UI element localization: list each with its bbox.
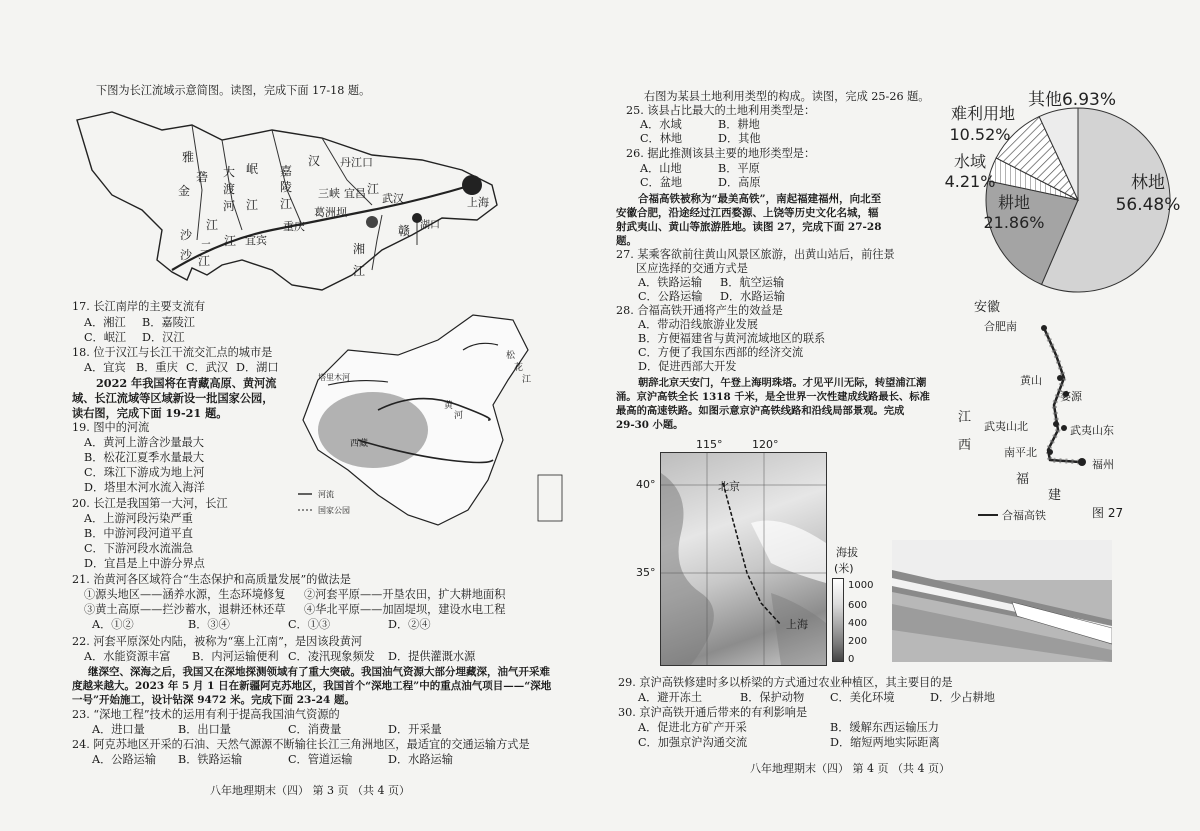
q21-item-3: ③黄土高原——拦沙蓄水，退耕还林还草 (84, 603, 286, 616)
q26-option-a: A．山地 (640, 162, 682, 175)
pie-label-forest: 林地 (1131, 173, 1165, 193)
jinghu-relief-map (660, 452, 827, 666)
intro-29-30-line1: 朝辞北京天安门，午登上海明珠塔。才见平川无际，转望浦江潮 (638, 377, 927, 389)
station-wuyuan: 婺源 (1060, 390, 1082, 403)
pie-label-barren: 难利用地 (950, 104, 1016, 123)
station-huangshan: 黄山 (1020, 374, 1042, 387)
city-beijing: 北京 (718, 480, 740, 493)
q30-stem: 30. 京沪高铁开通后带来的有利影响是 (618, 706, 808, 719)
q18-option-a: A．宜宾 (84, 361, 126, 374)
intro-29-30-line3: 最高的高速铁路。如图示意京沪高铁线路和沿线局部景观。完成 (616, 405, 905, 417)
q17-stem: 17. 长江南岸的主要支流有 (72, 300, 206, 313)
region-label-xi: 西 (958, 438, 972, 453)
q17-option-c: C．岷江 (84, 331, 127, 344)
q18-option-c: C．武汉 (186, 361, 229, 374)
map-label: 湘 (353, 242, 366, 256)
map-label: 江 (367, 182, 380, 196)
region-label-jian: 建 (1048, 488, 1062, 503)
lat-label-35: 35° (636, 566, 656, 579)
intro-19-21-line3: 读右图，完成下面 19-21 题。 (72, 406, 228, 420)
station-wuyishan-north: 武夷山北 (984, 420, 1028, 433)
map-label: 武汉 (382, 192, 404, 205)
q27-option-b: B．航空运输 (720, 276, 785, 289)
map-label: 重庆 (283, 220, 305, 233)
q29-option-d: D．少占耕地 (930, 691, 995, 704)
region-label-anhui: 安徽 (974, 300, 1001, 315)
map-label: 黄 (444, 401, 454, 411)
map-label: 雅 (182, 150, 195, 164)
pie-value-barren: 10.52% (949, 125, 1011, 144)
q20-option-c: C．下游河段水流湍急 (84, 542, 194, 555)
q23-stem: 23. “深地工程”技术的运用有利于提高我国油气资源的 (72, 708, 340, 721)
q30-option-d: D．缩短两地实际距离 (830, 736, 940, 749)
q27-stem-line2: 区应选择的交通方式是 (636, 262, 748, 275)
pie-value-forest: 56.48% (1115, 195, 1180, 215)
intro-23-24-line3: 一号”开始施工，设计钻深 9472 米。完成下面 23-24 题。 (72, 694, 355, 706)
map-label: 花 (514, 363, 524, 373)
legend-title-altitude: 海拔 (836, 546, 858, 559)
map-label: 江 (522, 375, 532, 385)
figure-27-caption: 图 27 (1092, 506, 1124, 520)
q21-option-d: D．②④ (388, 618, 431, 631)
map-label: 江 (246, 198, 259, 212)
q22-option-b: B．内河运输便利 (192, 650, 279, 663)
q26-option-d: D．高原 (718, 176, 761, 189)
legend-national-park: 国家公园 (318, 506, 350, 515)
pie-label-farmland: 耕地 (997, 193, 1031, 212)
pie-value-farmland: 21.86% (983, 213, 1045, 232)
map-label: 塔里木河 (318, 373, 350, 382)
intro-27-28-line2: 安徽合肥，沿途经过江西婺源、上饶等历史文化名城，辐 (616, 207, 879, 219)
map-label: 江 (353, 264, 366, 278)
elevation-legend (832, 546, 884, 665)
intro-17-18: 下图为长江流域示意简图。读图，完成下面 17-18 题。 (96, 84, 371, 97)
legend-tick-1000: 1000 (848, 580, 874, 591)
page-4 (600, 0, 1200, 831)
q21-item-4: ④华北平原——加固堤坝，建设水电工程 (304, 603, 506, 616)
q25-option-c: C．林地 (640, 132, 683, 145)
q28-option-b: B．方便福建省与黄河流域地区的联系 (638, 332, 826, 345)
pie-value-water: 4.21% (944, 172, 996, 191)
q22-stem: 22. 河套平原深处内陆，被称为“塞上江南”，是因该段黄河 (72, 635, 363, 648)
map-label: 砻 (196, 170, 209, 184)
legend-river: 河流 (318, 490, 334, 499)
q21-option-a: A．①② (92, 618, 134, 631)
intro-19-21-line2: 域、长江流域等区域新设一批国家公园， (72, 391, 274, 405)
map-label: 河 (454, 411, 464, 421)
legend-hefu-railway: 合福高铁 (1002, 509, 1046, 522)
lon-label-115: 115° (696, 438, 723, 451)
lat-label-40: 40° (636, 478, 656, 491)
q29-option-c: C．美化环境 (830, 691, 895, 704)
intro-27-28-line4: 题。 (616, 235, 637, 247)
map-label: 上海 (467, 196, 489, 209)
lon-label-120: 120° (752, 438, 779, 451)
q27-stem-line1: 27. 某乘客欲前往黄山风景区旅游，出黄山站后，前往景 (616, 248, 895, 261)
q19-option-d: D．塔里木河水流入海洋 (84, 481, 205, 494)
map-label: 三峡 (318, 187, 340, 200)
q25-option-a: A．水域 (640, 118, 682, 131)
q28-option-a: A．带动沿线旅游业发展 (638, 318, 758, 331)
q29-option-a: A．避开冻土 (638, 691, 703, 704)
map-label: 松 (506, 351, 516, 361)
map-label: 江 (280, 197, 293, 211)
page-footer: 八年地理期末（四） 第 4 页 （共 4 页） (750, 762, 950, 775)
station-wuyishan-east: 武夷山东 (1070, 424, 1114, 437)
q29-stem: 29. 京沪高铁修建时多以桥梁的方式通过农业种植区，其主要目的是 (618, 676, 953, 689)
legend-title-unit: (米) (834, 562, 854, 575)
legend-tick-0: 0 (848, 654, 855, 665)
map-label: 河 (223, 199, 236, 213)
pie-label-other: 其他6.93% (1027, 90, 1117, 110)
map-label: 陵 (280, 180, 293, 194)
q21-stem: 21. 治黄河各区域符合“生态保护和高质量发展”的做法是 (72, 573, 351, 586)
map-label: 大 (223, 165, 236, 179)
q27-option-a: A．铁路运输 (638, 276, 703, 289)
q24-option-a: A．公路运输 (92, 753, 157, 766)
q20-option-d: D．宜昌是上中游分界点 (84, 557, 205, 570)
map-label: 江 (198, 254, 211, 268)
q19-option-c: C．珠江下游成为地上河 (84, 466, 205, 479)
q26-option-b: B．平原 (718, 162, 760, 175)
q21-item-2: ②河套平原——开垦农田，扩大耕地面积 (304, 588, 506, 601)
q17-option-b: B．嘉陵江 (142, 316, 195, 329)
pie-label-water: 水域 (953, 152, 987, 171)
map-label: 赣 (398, 224, 411, 238)
q26-option-c: C．盆地 (640, 176, 683, 189)
q22-option-a: A．水能资源丰富 (84, 650, 171, 663)
q22-option-d: D．提供灌溉水源 (388, 650, 476, 663)
intro-29-30-line2: 涌。京沪高铁全长 1318 千米，是全世界一次性建成线路最长、标准 (616, 391, 930, 403)
map-label: 西藏 (350, 439, 369, 449)
map-label: 葛洲坝 (314, 206, 347, 219)
intro-19-21-line1: 2022 年我国将在青藏高原、黄河流 (96, 376, 277, 390)
legend-tick-600: 600 (848, 600, 868, 611)
q23-option-d: D．开采量 (388, 723, 442, 736)
map-label: 嘉 (280, 164, 293, 178)
station-fuzhou: 福州 (1092, 458, 1114, 471)
q17-option-d: D．汉江 (142, 331, 185, 344)
q25-stem: 25. 该县占比最大的土地利用类型是： (626, 104, 816, 117)
map-label: 渡 (223, 182, 236, 196)
q28-option-c: C．方便了我国东西部的经济交流 (638, 346, 804, 359)
q19-option-b: B．松花江夏季水量最大 (84, 451, 205, 464)
q20-option-b: B．中游河段河道平直 (84, 527, 193, 540)
q28-stem: 28. 合福高铁开通将产生的效益是 (616, 304, 783, 317)
high-speed-train-photo (892, 540, 1112, 662)
q18-stem: 18. 位于汉江与长江干流交汇点的城市是 (72, 346, 273, 359)
q25-option-d: D．其他 (718, 132, 761, 145)
intro-23-24-line1: 继深空、深海之后，我国又在深地探测领域有了重大突破。我国油气资源大部分埋藏深，油气开采难 (88, 666, 550, 678)
intro-25-26: 右图为某县土地利用类型的构成。读图，完成 25-26 题。 (644, 90, 930, 103)
q29-option-b: B．保护动物 (740, 691, 805, 704)
q27-option-d: D．水路运输 (720, 290, 785, 303)
q20-option-a: A．上游河段污染严重 (84, 512, 193, 525)
legend-tick-400: 400 (848, 618, 868, 629)
intro-27-28-line1: 合福高铁被称为“最美高铁”，南起福建福州，向北至 (638, 193, 882, 205)
q28-option-d: D．促进西部大开发 (638, 360, 737, 373)
q21-option-b: B．③④ (188, 618, 230, 631)
map-label: 二 (200, 240, 213, 254)
q18-option-b: B．重庆 (136, 361, 178, 374)
q18-option-d: D．湖口 (236, 361, 279, 374)
q23-option-a: A．进口量 (92, 723, 145, 736)
map-label: 沙 (180, 248, 193, 262)
intro-23-24-line2: 度越来越大。2023 年 5 月 1 日在新疆阿克苏地区，我国首个“深地工程”中的重点油气项目——“深地 (72, 680, 552, 692)
q21-item-1: ①源头地区——涵养水源，生态环境修复 (84, 588, 286, 601)
q30-option-c: C．加强京沪沟通交流 (638, 736, 748, 749)
q30-option-a: A．促进北方矿产开采 (638, 721, 747, 734)
legend-tick-200: 200 (848, 636, 868, 647)
map-label: 江 (206, 218, 219, 232)
q26-stem: 26. 据此推测该县主要的地形类型是： (626, 147, 816, 160)
q21-option-c: C．①③ (288, 618, 331, 631)
map-label: 江 (224, 234, 237, 248)
map-label: 宜昌 (344, 187, 366, 200)
q17-option-a: A．湘江 (84, 316, 126, 329)
q24-option-b: B．铁路运输 (178, 753, 243, 766)
q27-option-c: C．公路运输 (638, 290, 703, 303)
map-label: 岷 (246, 162, 259, 176)
q20-stem: 20. 长江是我国第一大河，长江 (72, 497, 228, 510)
q24-option-d: D．水路运输 (388, 753, 453, 766)
map-label: 沙 (180, 228, 193, 242)
q19-option-a: A．黄河上游含沙量最大 (84, 436, 204, 449)
city-shanghai: 上海 (786, 618, 808, 631)
page-footer: 八年地理期末（四） 第 3 页 （共 4 页） (210, 784, 410, 797)
q23-option-b: B．出口量 (178, 723, 231, 736)
map-label: 宜宾 (245, 234, 267, 247)
q23-option-c: C．消费量 (288, 723, 342, 736)
intro-27-28-line3: 射武夷山、黄山等旅游胜地。读图 27，完成下面 27-28 (616, 221, 882, 233)
station-hefei-south: 合肥南 (984, 320, 1017, 333)
map-label: 金 (178, 184, 191, 198)
land-use-pie-chart (940, 80, 1180, 305)
q19-stem: 19. 图中的河流 (72, 421, 150, 434)
map-label: 丹江口 (340, 156, 373, 169)
q24-stem: 24. 阿克苏地区开采的石油、天然气源源不断输往长江三角洲地区，最适宜的交通运输方式是 (72, 738, 530, 751)
station-nanping-north: 南平北 (1004, 446, 1037, 459)
map-label: 汉 (308, 154, 321, 168)
q24-option-c: C．管道运输 (288, 753, 353, 766)
q22-option-c: C．凌汛现象频发 (288, 650, 375, 663)
intro-29-30-line4: 29-30 小题。 (616, 419, 684, 431)
hefu-railway-map (960, 300, 1130, 530)
q25-option-b: B．耕地 (718, 118, 760, 131)
q30-option-b: B．缓解东西运输压力 (830, 721, 939, 734)
map-label: 湖口 (420, 220, 440, 231)
region-label-jiang: 江 (958, 410, 972, 425)
region-label-fu: 福 (1016, 472, 1030, 487)
